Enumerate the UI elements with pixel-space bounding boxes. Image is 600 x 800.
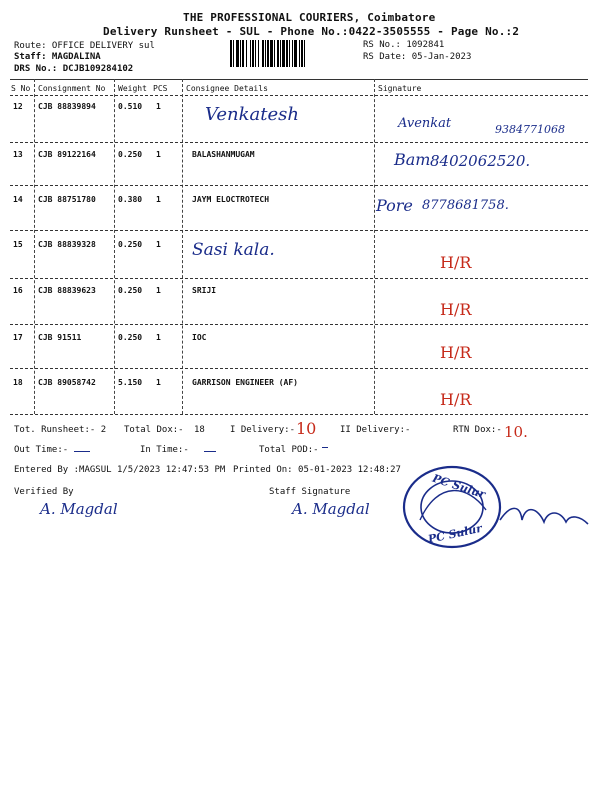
- col-consignment: Consignment No: [38, 84, 106, 93]
- total-dox-label: Total Dox:-: [124, 425, 184, 435]
- row-rule: [10, 278, 588, 279]
- tot-runsheet: Tot. Runsheet:- 2: [14, 425, 107, 435]
- row-weight: 5.150: [118, 378, 143, 387]
- handwritten-signature: Avenkat: [398, 116, 452, 131]
- rs-number: RS No.: 1092841: [363, 40, 445, 50]
- office-stamp: [398, 460, 594, 560]
- out-time-label: Out Time:-: [14, 445, 69, 455]
- ii-delivery-label: II Delivery:-: [340, 425, 411, 435]
- verified-by-signature: A. Magdal: [40, 500, 118, 518]
- handwritten-signature: Bam: [394, 150, 431, 169]
- route-label: Route: OFFICE DELIVERY sul: [14, 41, 155, 51]
- staff-signature: A. Magdal: [292, 500, 370, 518]
- entered-by: Entered By :MAGSUL 1/5/2023 12:47:53 PM: [14, 465, 226, 475]
- col-details: Consignee Details: [186, 84, 268, 93]
- header-rule: [10, 95, 588, 96]
- handwritten-signature: Pore: [376, 196, 413, 215]
- handwritten-phone: 8778681758.: [422, 198, 509, 213]
- handwritten-consignee: Sasi kala.: [192, 240, 275, 260]
- col-signature: Signature: [378, 84, 422, 93]
- row-rule: [10, 414, 588, 415]
- total-pod-dash: [322, 447, 328, 448]
- in-time-label: In Time:-: [140, 445, 189, 455]
- row-consignment: CJB 88751780: [38, 195, 96, 204]
- handwritten-phone: 9384771068: [495, 123, 565, 136]
- staff-signature-label: Staff Signature: [269, 487, 351, 497]
- company-title: THE PROFESSIONAL COURIERS, Coimbatore: [183, 11, 436, 24]
- col-weight: Weight: [118, 84, 147, 93]
- row-weight: 0.250: [118, 240, 143, 249]
- col-sep: [114, 79, 115, 414]
- col-sno: S No: [11, 84, 31, 93]
- row-pcs: 1: [156, 286, 161, 295]
- row-sno: 17: [13, 333, 23, 342]
- handwritten-phone: 8402062520.: [430, 152, 531, 170]
- stamp-top-text: PC Sulur: [430, 471, 487, 502]
- col-sep: [374, 79, 375, 414]
- row-pcs: 1: [156, 378, 161, 387]
- row-consignee: SRIJI: [192, 286, 217, 295]
- row-weight: 0.510: [118, 102, 143, 111]
- drs-number: DRS No.: DCJB109284102: [14, 64, 134, 74]
- row-weight: 0.380: [118, 195, 143, 204]
- i-delivery-label: I Delivery:-: [230, 425, 296, 435]
- total-pod-label: Total POD:-: [259, 445, 319, 455]
- col-pcs: PCS: [153, 84, 168, 93]
- row-rule: [10, 142, 588, 143]
- row-consignment: CJB 88839328: [38, 240, 96, 249]
- home-returned-note: H/R: [440, 343, 472, 362]
- row-consignment: CJB 91511: [38, 333, 82, 342]
- row-consignment: CJB 88839894: [38, 102, 96, 111]
- col-sep: [182, 79, 183, 414]
- stamp-signature-scribble: [500, 508, 588, 524]
- runsheet-title: Delivery Runsheet - SUL - Phone No.:0422-3505555 - Page No.:2: [103, 25, 520, 38]
- row-sno: 18: [13, 378, 23, 387]
- row-rule: [10, 185, 588, 186]
- staff-label: Staff: MAGDALINA: [14, 52, 101, 62]
- row-consignee: GARRISON ENGINEER (AF): [192, 378, 298, 387]
- home-returned-note: H/R: [440, 390, 472, 409]
- row-consignee: IOC: [192, 333, 207, 342]
- row-sno: 12: [13, 102, 23, 111]
- printed-on: Printed On: 05-01-2023 12:48:27: [233, 465, 401, 475]
- row-pcs: 1: [156, 195, 161, 204]
- total-dox-value: 18: [194, 425, 205, 435]
- row-rule: [10, 230, 588, 231]
- verified-by-label: Verified By: [14, 487, 74, 497]
- table-top-rule: [10, 79, 588, 80]
- i-delivery-handwritten: 10: [296, 419, 317, 438]
- row-consignment: CJB 89058742: [38, 378, 96, 387]
- col-sep: [34, 79, 35, 414]
- rs-date: RS Date: 05-Jan-2023: [363, 52, 472, 62]
- home-returned-note: H/R: [440, 253, 472, 272]
- rtn-dox-label: RTN Dox:-: [453, 425, 502, 435]
- row-consignee: BALASHANMUGAM: [192, 150, 255, 159]
- row-rule: [10, 368, 588, 369]
- out-time-dash: [74, 451, 90, 452]
- handwritten-consignee: Venkatesh: [205, 104, 299, 125]
- in-time-dash: [204, 451, 216, 452]
- row-weight: 0.250: [118, 150, 143, 159]
- row-pcs: 1: [156, 333, 161, 342]
- row-consignment: CJB 89122164: [38, 150, 96, 159]
- row-pcs: 1: [156, 102, 161, 111]
- stamp-bottom-text: PC Sulur: [426, 521, 484, 546]
- row-weight: 0.250: [118, 286, 143, 295]
- row-sno: 15: [13, 240, 23, 249]
- row-sno: 16: [13, 286, 23, 295]
- row-pcs: 1: [156, 240, 161, 249]
- row-rule: [10, 324, 588, 325]
- home-returned-note: H/R: [440, 300, 472, 319]
- rtn-dox-handwritten: 10.: [504, 423, 528, 441]
- row-sno: 13: [13, 150, 23, 159]
- row-consignment: CJB 88839623: [38, 286, 96, 295]
- row-sno: 14: [13, 195, 23, 204]
- row-consignee: JAYM ELOCTROTECH: [192, 195, 270, 204]
- barcode: [230, 40, 356, 67]
- row-pcs: 1: [156, 150, 161, 159]
- row-weight: 0.250: [118, 333, 143, 342]
